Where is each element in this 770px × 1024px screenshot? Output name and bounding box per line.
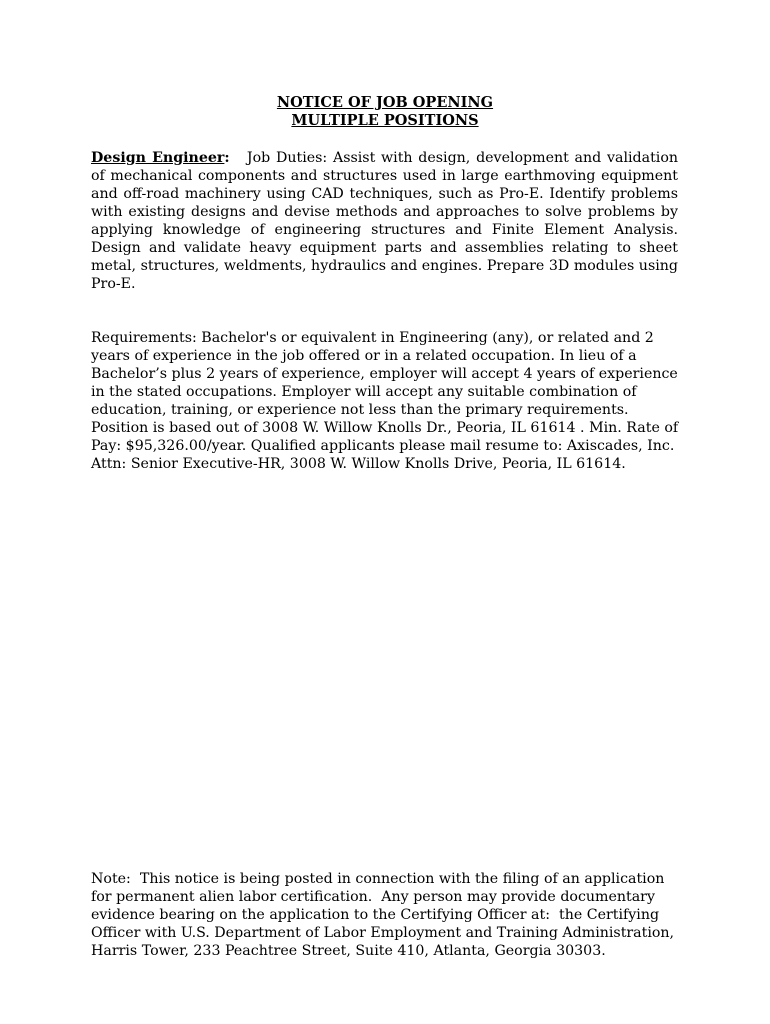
requirements-paragraph: Requirements: Bachelor's or equivalent in Engineering (any), or related and 2 years of experience in the job offered or in a related occupation. In lieu of a Bachelor’s plus 2 years of experience, employer will accept 4 years of experience in the stated occupations. Employer will accept any suitable combination of education, training, or experience not less than the primary requirements. Position is based out of 3008 W. Willow Knolls Dr., Peoria, IL 61614 . Min. Rate of Pay: $95,326.00/year. Qualified applicants please mail resume to: Axiscades, Inc. Attn: Senior Executive-HR, 3008 W. Willow Knolls Drive, Peoria, IL 61614.	[91, 330, 679, 472]
note-paragraph: Note: This notice is being posted in connection with the filing of an application for permanent alien labor certification. Any person may provide documentary evidence bearing on the application to the Certifying Officer at: the Certifying Officer with U.S. Department of Labor Employment and Training Administration, Harris Tower, 233 Peachtree Street, Suite 410, Atlanta, Georgia 30303.	[91, 871, 679, 959]
job-duties-text: Job Duties: Assist with design, development and validation of mechanical components and structures used in large earthmoving equipment and off-road machinery using CAD techniques, such as Pro-E. Identify problems with existing designs and devise methods and approaches to solve problems by applying knowledge of engineering structures and Finite Element Analysis. Design and validate heavy equipment parts and assemblies relating to sheet metal, structures, weldments, hydraulics and engines. Prepare 3D modules using Pro-E.	[91, 150, 678, 292]
title-line-1: NOTICE OF JOB OPENING	[276, 94, 494, 111]
notice-title	[0, 94, 770, 130]
job-role-title: Design Engineer	[91, 150, 225, 166]
job-duties-paragraph	[91, 149, 678, 293]
job-role-colon: :	[224, 150, 230, 166]
title-line-2: MULTIPLE POSITIONS	[291, 112, 479, 129]
